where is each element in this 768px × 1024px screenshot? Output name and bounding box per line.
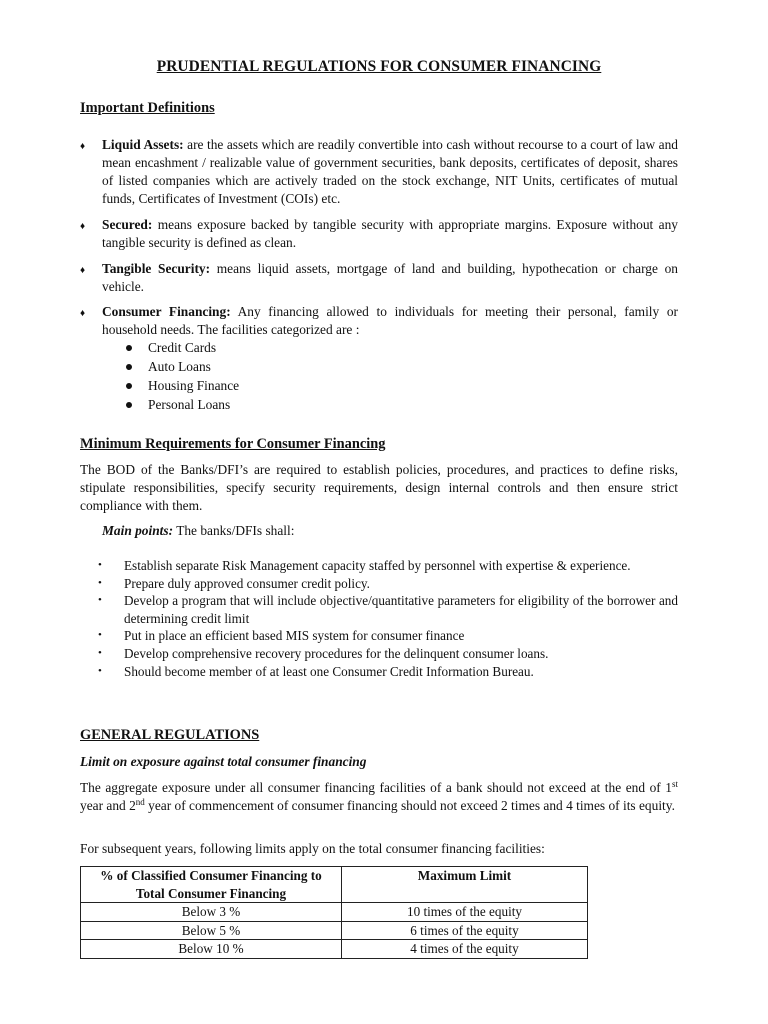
definition-term: Consumer Financing: bbox=[102, 304, 231, 319]
list-item: Auto Loans bbox=[126, 358, 239, 377]
financing-categories-list bbox=[126, 339, 239, 415]
document-title: PRUDENTIAL REGULATIONS FOR CONSUMER FINANCING bbox=[156, 58, 602, 75]
list-item: • Develop comprehensive recovery procedures for the delinquent consumer loans. bbox=[98, 645, 678, 663]
table-row bbox=[81, 940, 588, 959]
table-cell: 10 times of the equity bbox=[342, 903, 588, 922]
main-points-label: Main points: bbox=[102, 523, 174, 538]
list-item: • Develop a program that will include objective/quantitative parameters for eligibility of the borrower and determining credit limit bbox=[98, 592, 678, 627]
table-header-row bbox=[81, 867, 588, 903]
list-item: • Prepare duly approved consumer credit policy. bbox=[98, 575, 678, 593]
diamond-bullet-icon: ♦ bbox=[80, 308, 86, 319]
definition-secured bbox=[102, 216, 678, 252]
definition-term: Tangible Security: bbox=[102, 261, 211, 276]
definition-text: means liquid assets, mortgage of land and building, hypothecation or charge on vehicle. bbox=[102, 261, 678, 294]
main-points-line bbox=[102, 522, 294, 540]
definition-text: Any financing allowed to individuals for meeting their personal, family or household needs. The facilities categorized are : bbox=[102, 304, 679, 337]
list-item: • Put in place an efficient based MIS system for consumer finance bbox=[98, 627, 678, 645]
list-item: Housing Finance bbox=[126, 377, 239, 396]
definition-tangible-security bbox=[102, 260, 678, 296]
exposure-limit-subheading: Limit on exposure against total consumer financing bbox=[80, 754, 367, 769]
main-points-text: The banks/DFIs shall: bbox=[176, 523, 295, 538]
paragraph-text: year of commencement of consumer financing should not exceed 2 times and 4 times of its equity. bbox=[144, 798, 675, 813]
important-definitions-heading: Important Definitions bbox=[80, 100, 215, 116]
table-header-cell: Maximum Limit bbox=[342, 867, 588, 903]
general-regulations-heading: GENERAL REGULATIONS bbox=[80, 727, 260, 743]
definition-text: means exposure backed by tangible security with appropriate margins. Exposure without any tangible security is defined as clean. bbox=[102, 217, 678, 250]
definition-term: Liquid Assets: bbox=[102, 137, 184, 152]
list-item: Credit Cards bbox=[126, 339, 239, 358]
list-item: • Should become member of at least one Consumer Credit Information Bureau. bbox=[98, 663, 678, 681]
requirements-points-list bbox=[98, 557, 678, 680]
exposure-limits-table bbox=[80, 866, 588, 959]
table-cell: 4 times of the equity bbox=[342, 940, 588, 959]
list-item: Personal Loans bbox=[126, 396, 239, 415]
paragraph-text: The aggregate exposure under all consumer financing facilities of a bank should not exceed at the end of 1 bbox=[80, 780, 672, 795]
ordinal-suffix: st bbox=[671, 779, 678, 789]
ordinal-suffix: nd bbox=[135, 797, 145, 807]
table-cell: Below 3 % bbox=[81, 903, 342, 922]
definition-liquid-assets bbox=[102, 136, 678, 208]
table-header-cell: % of Classified Consumer Financing to Total Consumer Financing bbox=[81, 867, 342, 903]
definition-term: Secured: bbox=[102, 217, 153, 232]
diamond-bullet-icon: ♦ bbox=[80, 265, 86, 276]
table-cell: 6 times of the equity bbox=[342, 921, 588, 940]
diamond-bullet-icon: ♦ bbox=[80, 141, 86, 152]
subsequent-years-paragraph: For subsequent years, following limits apply on the total consumer financing facilities: bbox=[80, 841, 545, 856]
list-item: • Establish separate Risk Management capacity staffed by personnel with expertise & experience. bbox=[98, 557, 678, 575]
paragraph-text: year and 2 bbox=[80, 798, 136, 813]
definition-text: are the assets which are readily convertible into cash without recourse to a court of law and mean encashment / realizable value of government securities, bank deposits, certificates of deposit, shares of listed companies which are actively traded on the stock exchange, NIT Units, certificates of mutual funds, Certificates of Investment (COIs) etc. bbox=[102, 137, 678, 206]
aggregate-exposure-paragraph bbox=[80, 779, 678, 815]
requirements-intro-paragraph: The BOD of the Banks/DFI’s are required to establish policies, procedures, and practices to define risks, stipulate responsibilities, specify security requirements, design internal controls and then ensure strict compliance with them. bbox=[80, 462, 678, 513]
table-row bbox=[81, 903, 588, 922]
table-cell: Below 5 % bbox=[81, 921, 342, 940]
minimum-requirements-heading: Minimum Requirements for Consumer Financing bbox=[80, 436, 386, 452]
table-row bbox=[81, 921, 588, 940]
table-cell: Below 10 % bbox=[81, 940, 342, 959]
definition-consumer-financing bbox=[102, 303, 678, 339]
diamond-bullet-icon: ♦ bbox=[80, 221, 86, 232]
